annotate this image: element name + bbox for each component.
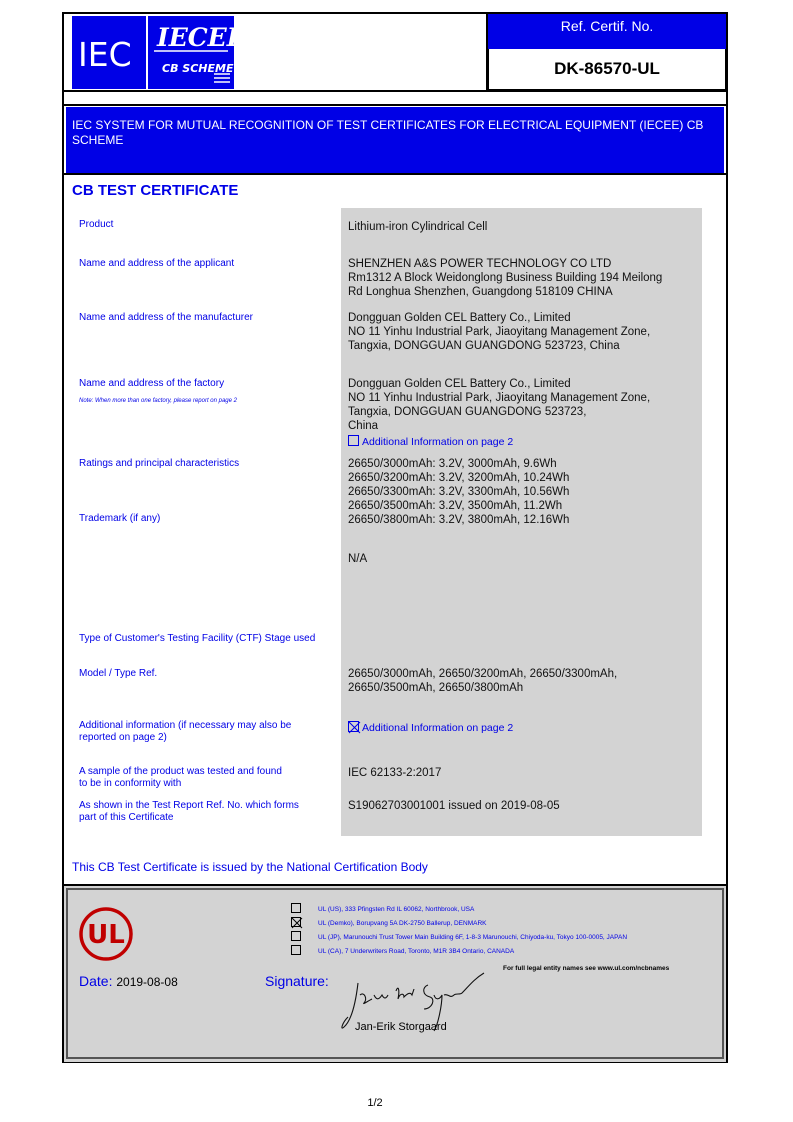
ul-logo xyxy=(78,906,134,962)
test-report-label: As shown in the Test Report Ref. No. which forms part of this Certificate xyxy=(79,800,299,823)
date-value: 2019-08-08 xyxy=(116,975,178,989)
address-us-checkbox[interactable] xyxy=(291,903,301,913)
model-value: 26650/3000mAh, 26650/3200mAh, 26650/3300mAh, 26650/3500mAh, 26650/3800mAh xyxy=(348,668,618,694)
band-top-rule xyxy=(64,104,726,106)
legal-entity-note: For full legal entity names see www.ul.com/ncbnames xyxy=(503,965,670,972)
manufacturer-label: Name and address of the manufacturer xyxy=(79,312,253,323)
trademark-label: Trademark (if any) xyxy=(79,513,161,524)
date-label: Date: xyxy=(79,973,113,989)
additional-info-checkbox[interactable] xyxy=(348,721,359,732)
iecee-logo-text: IECEE xyxy=(157,23,246,52)
ref-certificate-label: Ref. Certif. No. xyxy=(488,14,726,49)
header-bottom-rule xyxy=(64,90,726,92)
checkbox-cross-icon xyxy=(349,722,360,733)
ref-certificate-number: DK-86570-UL xyxy=(488,49,726,90)
iec-iecee-logo xyxy=(64,14,485,91)
address-ca-checkbox[interactable] xyxy=(291,945,301,955)
address-jp-checkbox[interactable] xyxy=(291,931,301,941)
factory-value: Dongguan Golden CEL Battery Co., Limited NO 11 Yinhu Industrial Park, Jiaoyitang Management Zone, Tangxia, DONGGUAN GUANGDONG 523723, China Additional Information on page 2 xyxy=(348,378,651,448)
band-bottom-rule xyxy=(64,173,726,175)
signature-label: Signature: xyxy=(265,973,329,989)
factory-additional-info[interactable]: Additional Information on page 2 xyxy=(348,435,650,449)
issued-by-statement: This CB Test Certificate is issued by the National Certification Body xyxy=(72,860,428,874)
trademark-value: N/A xyxy=(348,553,368,565)
system-title-band: IEC SYSTEM FOR MUTUAL RECOGNITION OF TEST CERTIFICATES FOR ELECTRICAL EQUIPMENT (IECEE) CB SCHEME xyxy=(66,107,724,173)
ul-logo-text: UL xyxy=(87,920,125,950)
additional-info-value[interactable]: Additional Information on page 2 xyxy=(348,721,513,735)
product-label: Product xyxy=(79,219,114,230)
date-field xyxy=(79,973,178,989)
ctf-label: Type of Customer's Testing Facility (CTF) Stage used xyxy=(79,633,316,644)
additional-info-label: Additional information (if necessary may also be reported on page 2) xyxy=(79,720,292,743)
product-value: Lithium-iron Cylindrical Cell xyxy=(348,221,488,233)
factory-note: Note: When more than one factory, please report on page 2 xyxy=(79,398,237,404)
ratings-value: 26650/3000mAh: 3.2V, 3000mAh, 9.6Wh 26650/3200mAh: 3.2V, 3200mAh, 10.24Wh 26650/3300mAh: 3.2V, 3300mAh, 10.56Wh 26650/3500mAh: 3.2V, 3500mAh, 11.2Wh 26650/3800mAh: 3.2V, 3800mAh, 12.16Wh xyxy=(348,458,570,526)
standard-value: IEC 62133-2:2017 xyxy=(348,767,442,779)
signer-name: Jan-Erik Storgaard xyxy=(355,1021,447,1033)
applicant-label: Name and address of the applicant xyxy=(79,258,235,269)
ratings-label: Ratings and principal characteristics xyxy=(79,458,240,469)
certificate-title: CB TEST CERTIFICATE xyxy=(72,182,239,199)
applicant-value: SHENZHEN A&S POWER TECHNOLOGY CO LTD Rm1312 A Block Weidonglong Business Building 194 Meilong Rd Longhua Shenzhen, Guangdong 518109 CHINA xyxy=(348,258,663,298)
factory-label: Name and address of the factory Note: When more than one factory, please report on page 2 xyxy=(79,378,237,407)
cb-scheme-text: CB SCHEME xyxy=(162,62,234,75)
address-demko[interactable]: UL (Demko), Borupvang 5A DK-2750 Ballerup, DENMARK xyxy=(291,917,486,930)
address-jp[interactable]: UL (JP), Marunouchi Trust Tower Main Building 6F, 1-8-3 Marunouchi, Chiyoda-ku, Tokyo 100-0005, JAPAN xyxy=(291,931,627,944)
address-demko-checkbox[interactable] xyxy=(291,917,301,927)
conformity-label: A sample of the product was tested and found to be in conformity with xyxy=(79,766,282,789)
test-report-value: S19062703001001 issued on 2019-08-05 xyxy=(348,800,560,812)
address-ca[interactable]: UL (CA), 7 Underwriters Road, Toronto, M1R 3B4 Ontario, CANADA xyxy=(291,945,514,958)
model-label: Model / Type Ref. xyxy=(79,668,158,679)
checkbox-cross-icon xyxy=(292,918,302,928)
factory-additional-checkbox[interactable] xyxy=(348,435,359,446)
page-number: 1/2 xyxy=(367,1097,383,1109)
address-us[interactable]: UL (US), 333 Pfingsten Rd IL 60062, Northbrook, USA xyxy=(291,903,474,916)
iec-logo-text: IEC xyxy=(78,35,132,74)
manufacturer-value: Dongguan Golden CEL Battery Co., Limited NO 11 Yinhu Industrial Park, Jiaoyitang Management Zone, Tangxia, DONGGUAN GUANGDONG 523723, China xyxy=(348,312,651,352)
